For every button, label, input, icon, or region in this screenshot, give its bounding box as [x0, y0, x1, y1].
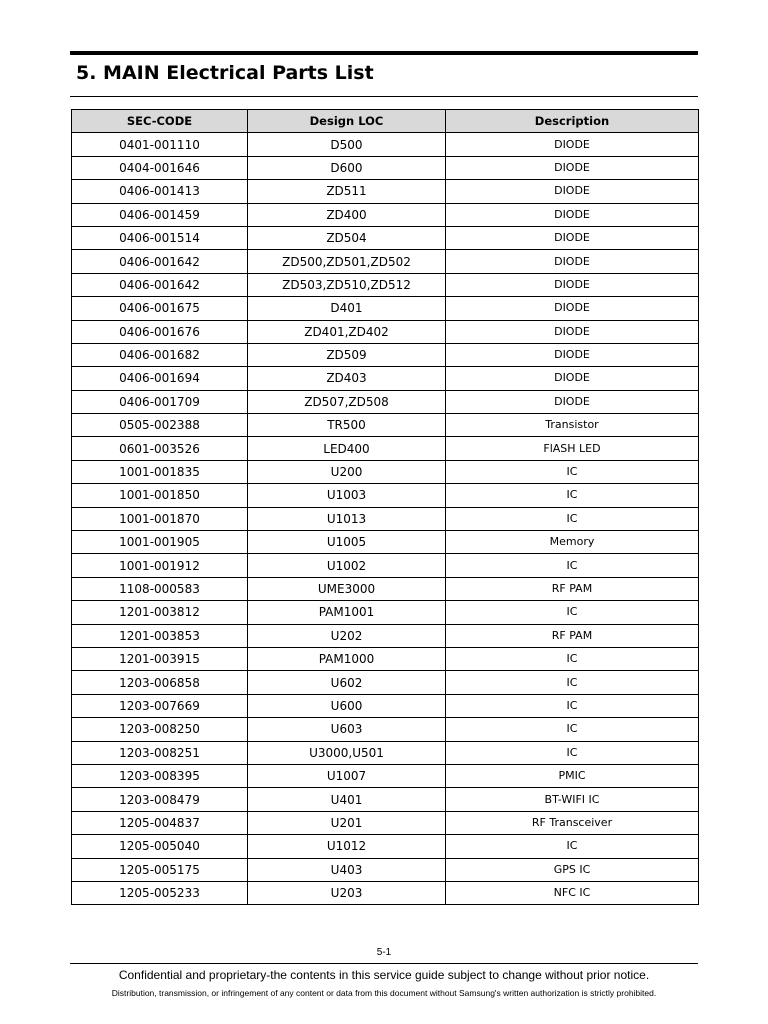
- description-cell: NFC IC: [446, 881, 699, 904]
- table-row: [72, 764, 699, 787]
- sec-code-cell: 0406-001675: [72, 297, 248, 320]
- title-rule: [70, 96, 698, 97]
- header-design-loc: Design LOC: [248, 110, 446, 133]
- description-cell: FlASH LED: [446, 437, 699, 460]
- design-loc-cell: U202: [248, 624, 446, 647]
- footer-confidential-notice: Confidential and proprietary-the contents in this service guide subject to change without prior notice.: [118, 968, 650, 982]
- table-row: [72, 835, 699, 858]
- description-cell: BT-WIFI IC: [446, 788, 699, 811]
- table-row: [72, 180, 699, 203]
- description-cell: DIODE: [446, 367, 699, 390]
- description-cell: IC: [446, 741, 699, 764]
- table-row: [72, 367, 699, 390]
- table-row: [72, 601, 699, 624]
- sec-code-cell: 1203-008479: [72, 788, 248, 811]
- header-description: Description: [446, 110, 699, 133]
- design-loc-cell: ZD403: [248, 367, 446, 390]
- parts-table: [71, 109, 699, 905]
- description-cell: IC: [446, 647, 699, 670]
- description-cell: Memory: [446, 531, 699, 554]
- description-cell: DIODE: [446, 320, 699, 343]
- page-number: 5-1: [376, 947, 392, 958]
- table-row: [72, 647, 699, 670]
- table-row: [72, 250, 699, 273]
- table-row: [72, 437, 699, 460]
- design-loc-cell: ZD401,ZD402: [248, 320, 446, 343]
- description-cell: IC: [446, 835, 699, 858]
- design-loc-cell: U602: [248, 671, 446, 694]
- sec-code-cell: 0406-001682: [72, 343, 248, 366]
- sec-code-cell: 0406-001514: [72, 226, 248, 249]
- description-cell: DIODE: [446, 390, 699, 413]
- description-cell: IC: [446, 671, 699, 694]
- sec-code-cell: 1001-001912: [72, 554, 248, 577]
- description-cell: RF PAM: [446, 577, 699, 600]
- design-loc-cell: U1012: [248, 835, 446, 858]
- sec-code-cell: 1203-007669: [72, 694, 248, 717]
- design-loc-cell: TR500: [248, 414, 446, 437]
- table-row: [72, 671, 699, 694]
- description-cell: DIODE: [446, 133, 699, 156]
- sec-code-cell: 1203-006858: [72, 671, 248, 694]
- sec-code-cell: 0406-001413: [72, 180, 248, 203]
- page-title: 5. MAIN Electrical Parts List: [76, 62, 374, 84]
- table-row: [72, 624, 699, 647]
- table-row: [72, 554, 699, 577]
- design-loc-cell: D600: [248, 156, 446, 179]
- table-row: [72, 741, 699, 764]
- design-loc-cell: ZD509: [248, 343, 446, 366]
- top-rule: [70, 51, 698, 55]
- table-row: [72, 460, 699, 483]
- design-loc-cell: D500: [248, 133, 446, 156]
- table-row: [72, 484, 699, 507]
- sec-code-cell: 1108-000583: [72, 577, 248, 600]
- sec-code-cell: 0406-001709: [72, 390, 248, 413]
- description-cell: DIODE: [446, 156, 699, 179]
- design-loc-cell: ZD511: [248, 180, 446, 203]
- table-row: [72, 343, 699, 366]
- sec-code-cell: 1205-005040: [72, 835, 248, 858]
- table-row: [72, 577, 699, 600]
- design-loc-cell: U200: [248, 460, 446, 483]
- sec-code-cell: 1001-001905: [72, 531, 248, 554]
- table-header-row: [72, 110, 699, 133]
- sec-code-cell: 0406-001642: [72, 250, 248, 273]
- table-row: [72, 414, 699, 437]
- description-cell: DIODE: [446, 226, 699, 249]
- design-loc-cell: U401: [248, 788, 446, 811]
- sec-code-cell: 0406-001459: [72, 203, 248, 226]
- design-loc-cell: U403: [248, 858, 446, 881]
- description-cell: DIODE: [446, 343, 699, 366]
- table-row: [72, 133, 699, 156]
- design-loc-cell: D401: [248, 297, 446, 320]
- sec-code-cell: 0404-001646: [72, 156, 248, 179]
- design-loc-cell: U1005: [248, 531, 446, 554]
- design-loc-cell: ZD500,ZD501,ZD502: [248, 250, 446, 273]
- description-cell: Transistor: [446, 414, 699, 437]
- design-loc-cell: ZD504: [248, 226, 446, 249]
- sec-code-cell: 0406-001694: [72, 367, 248, 390]
- sec-code-cell: 1203-008395: [72, 764, 248, 787]
- design-loc-cell: U1007: [248, 764, 446, 787]
- description-cell: IC: [446, 601, 699, 624]
- description-cell: DIODE: [446, 180, 699, 203]
- table-row: [72, 718, 699, 741]
- table-row: [72, 203, 699, 226]
- table-body: [72, 133, 699, 905]
- description-cell: IC: [446, 694, 699, 717]
- table-row: [72, 694, 699, 717]
- description-cell: DIODE: [446, 297, 699, 320]
- description-cell: IC: [446, 484, 699, 507]
- design-loc-cell: U201: [248, 811, 446, 834]
- description-cell: IC: [446, 507, 699, 530]
- design-loc-cell: U1003: [248, 484, 446, 507]
- sec-code-cell: 1001-001835: [72, 460, 248, 483]
- design-loc-cell: ZD400: [248, 203, 446, 226]
- description-cell: RF PAM: [446, 624, 699, 647]
- description-cell: GPS IC: [446, 858, 699, 881]
- sec-code-cell: 1203-008250: [72, 718, 248, 741]
- sec-code-cell: 1001-001850: [72, 484, 248, 507]
- table-row: [72, 811, 699, 834]
- design-loc-cell: LED400: [248, 437, 446, 460]
- sec-code-cell: 1205-004837: [72, 811, 248, 834]
- table-row: [72, 320, 699, 343]
- table-row: [72, 858, 699, 881]
- sec-code-cell: 0601-003526: [72, 437, 248, 460]
- design-loc-cell: PAM1001: [248, 601, 446, 624]
- sec-code-cell: 1205-005233: [72, 881, 248, 904]
- table-row: [72, 297, 699, 320]
- table-row: [72, 156, 699, 179]
- description-cell: IC: [446, 460, 699, 483]
- sec-code-cell: 0505-002388: [72, 414, 248, 437]
- design-loc-cell: UME3000: [248, 577, 446, 600]
- sec-code-cell: 1201-003812: [72, 601, 248, 624]
- design-loc-cell: U1002: [248, 554, 446, 577]
- table-row: [72, 273, 699, 296]
- table-row: [72, 881, 699, 904]
- sec-code-cell: 1201-003853: [72, 624, 248, 647]
- table-row: [72, 531, 699, 554]
- description-cell: IC: [446, 718, 699, 741]
- description-cell: RF Transceiver: [446, 811, 699, 834]
- footer-distribution-notice: Distribution, transmission, or infringement of any content or data from this document without Samsung's written authorization is strictly prohibited.: [111, 988, 657, 998]
- design-loc-cell: ZD507,ZD508: [248, 390, 446, 413]
- description-cell: DIODE: [446, 203, 699, 226]
- table-row: [72, 390, 699, 413]
- description-cell: PMIC: [446, 764, 699, 787]
- sec-code-cell: 0406-001676: [72, 320, 248, 343]
- design-loc-cell: U203: [248, 881, 446, 904]
- design-loc-cell: U600: [248, 694, 446, 717]
- sec-code-cell: 1001-001870: [72, 507, 248, 530]
- sec-code-cell: 0406-001642: [72, 273, 248, 296]
- description-cell: DIODE: [446, 250, 699, 273]
- table-row: [72, 507, 699, 530]
- table-row: [72, 226, 699, 249]
- sec-code-cell: 1205-005175: [72, 858, 248, 881]
- footer-rule: [70, 963, 698, 964]
- design-loc-cell: PAM1000: [248, 647, 446, 670]
- header-sec-code: SEC-CODE: [72, 110, 248, 133]
- design-loc-cell: U1013: [248, 507, 446, 530]
- table-row: [72, 788, 699, 811]
- sec-code-cell: 0401-001110: [72, 133, 248, 156]
- design-loc-cell: ZD503,ZD510,ZD512: [248, 273, 446, 296]
- description-cell: IC: [446, 554, 699, 577]
- sec-code-cell: 1201-003915: [72, 647, 248, 670]
- design-loc-cell: U603: [248, 718, 446, 741]
- description-cell: DIODE: [446, 273, 699, 296]
- sec-code-cell: 1203-008251: [72, 741, 248, 764]
- design-loc-cell: U3000,U501: [248, 741, 446, 764]
